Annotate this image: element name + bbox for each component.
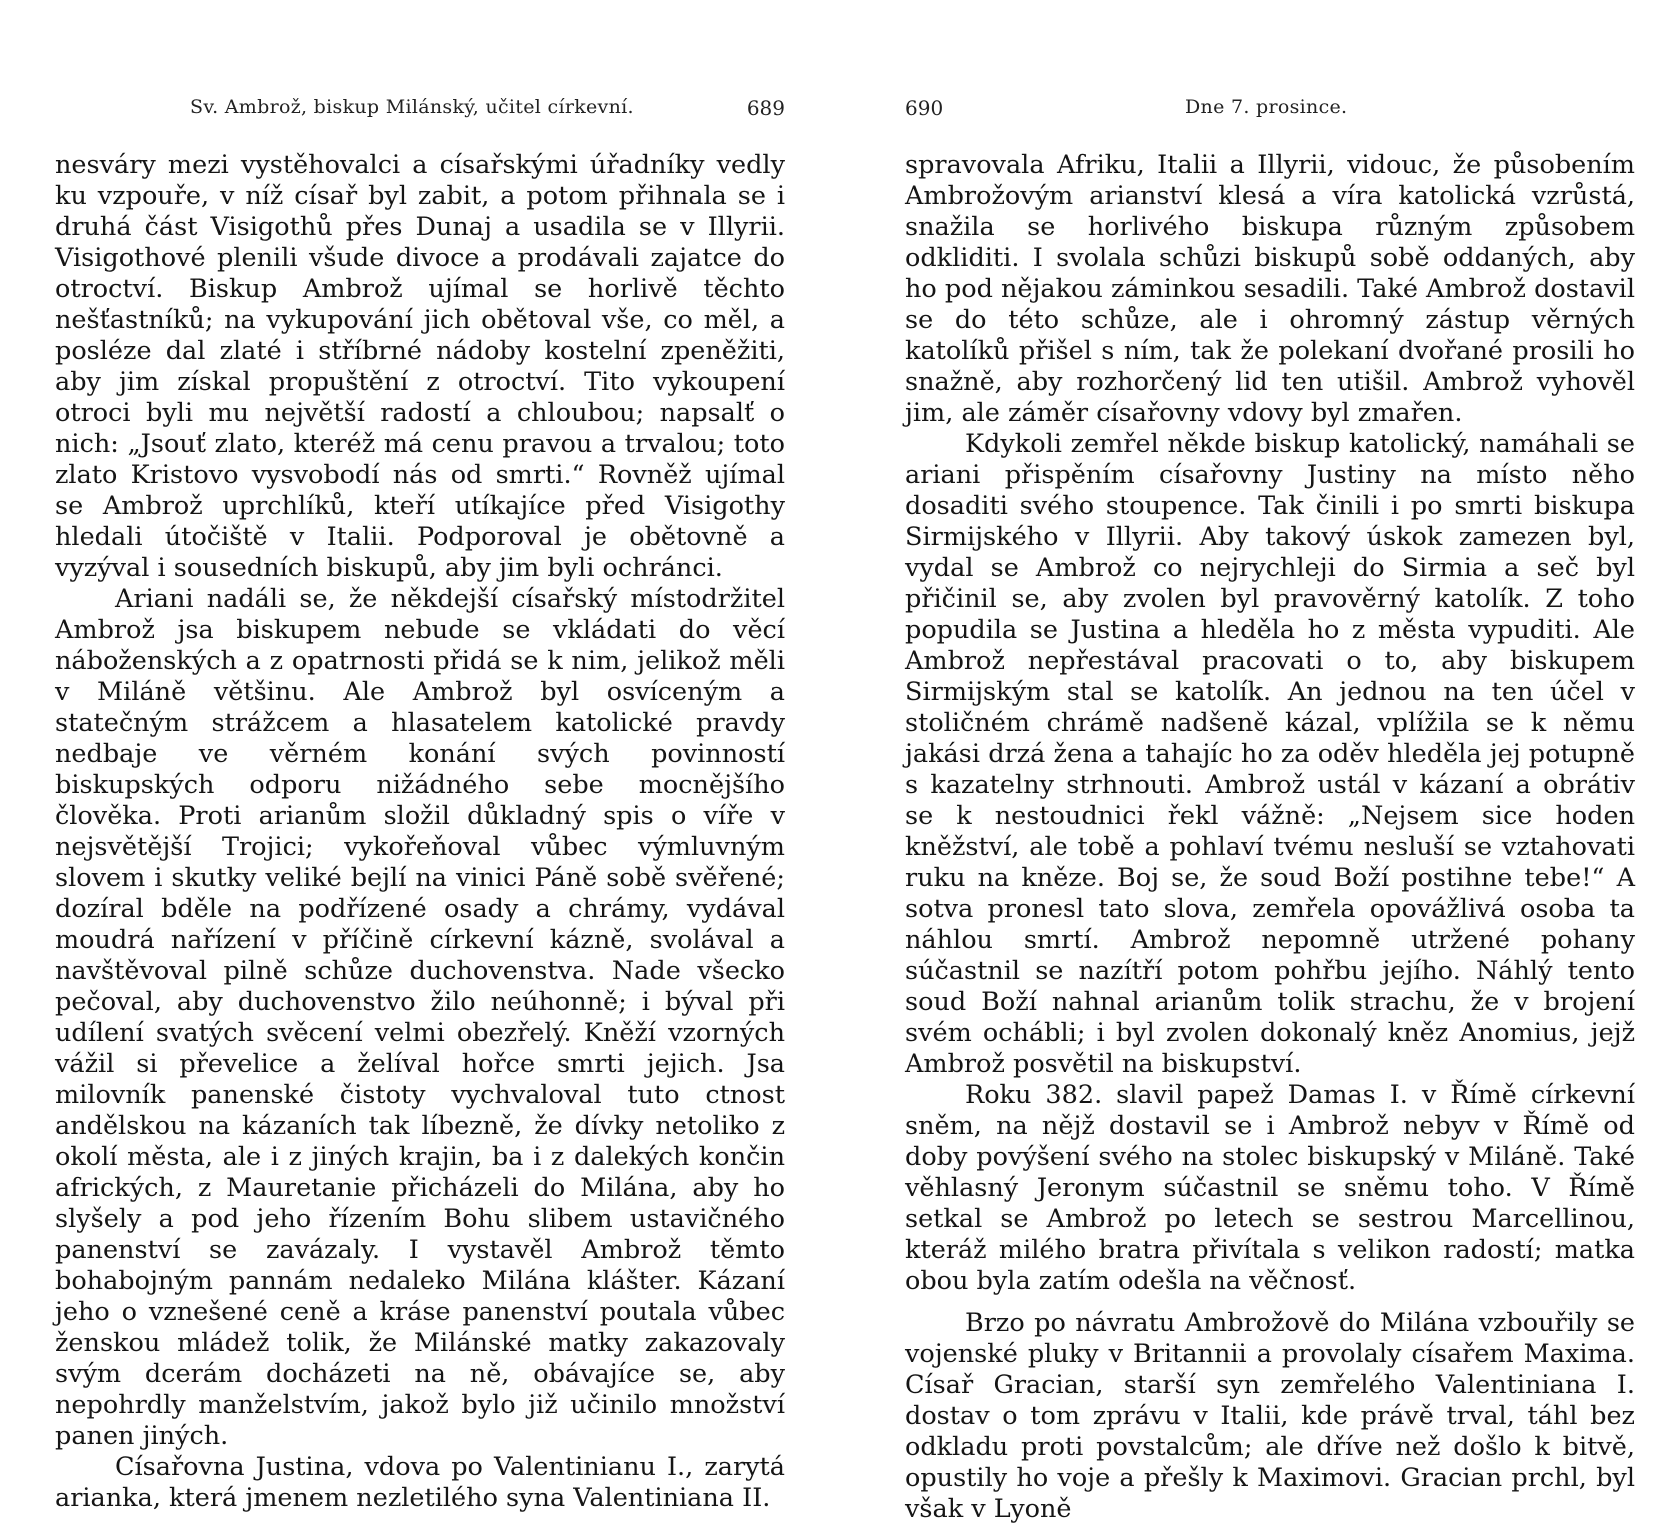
paragraph: Císařovna Justina, vdova po Valentinianu I., zarytá arianka, která jmenem nezletilého syna Valentiniana II. — [55, 1452, 785, 1513]
paragraph: Roku 382. slavil papež Damas I. v Římě církevní sněm, na nějž dostavil se i Ambrož nebyv v Římě od doby povýšení svého na stolec biskupský v Miláně. Také věhlasný Jeronym súčastnil se sněmu toho. V Římě setkal se Ambrož po letech se sestrou Marcellinou, kteráž milého bratra přivítala s velikon radostí; matka obou byla zatím odešla na věčnosť. — [905, 1080, 1635, 1296]
left-page — [55, 0, 785, 1513]
paragraph: nesváry mezi vystěhovalci a císařskými úřadníky vedly ku vzpouře, v níž císař byl zabit, a potom přihnala se i druhá část Visigothů přes Dunaj a usadila se v Illyrii. Visigothové plenili všude divoce a prodávali zajatce do otroctví. Biskup Ambrož ujímal se horlivě těchto nešťastníků; na vykupování jich obětoval vše, co měl, a posléze dal zlaté i stříbrné nádoby kostelní zpeněžiti, aby jim získal propuštění z otroctví. Tito vykoupení otroci byli mu největší radostí a chloubou; napsalť o nich: „Jsouť zlato, kteréž má cenu pravou a trvalou; toto zlato Kristovo vysvobodí nás od smrti.“ Rovněž ujímal se Ambrož uprchlíků, kteří utíkajíce před Visigothy hledali útočiště v Italii. Podporoval je obětovně a vyzýval i sousedních biskupů, aby jim byli ochránci. — [55, 150, 785, 583]
running-head: Sv. Ambrož, biskup Milánský, učitel církevní. — [190, 96, 634, 118]
right-page — [905, 0, 1635, 1524]
page-body — [55, 150, 785, 1514]
paragraph: Brzo po návratu Ambrožově do Milána vzbouřily se vojenské pluky v Britannii a provolaly císařem Maxima. Císař Gracian, starší syn zemřelého Valentiniana I. dostav o tom zprávu v Italii, kde právě trval, táhl bez odkladu proti povstalcům; ale dříve než došlo k bitvě, opustily ho voje a přešly k Maximovi. Gracian prchl, byl však v Lyoně — [905, 1308, 1635, 1524]
page-header — [55, 96, 785, 126]
page-body — [905, 150, 1635, 1525]
paragraph: Kdykoli zemřel někde biskup katolický, namáhali se ariani přispěním císařovny Justiny na místo něho dosaditi svého stoupence. Tak činili i po smrti biskupa Sirmijského v Illyrii. Aby takový úskok zamezen byl, vydal se Ambrož co nejrychleji do Sirmia a seč byl přičinil se, aby zvolen byl pravověrný katolík. Z toho popudila se Justina a hleděla ho z města vypuditi. Ale Ambrož nepřestával pracovati o to, aby biskupem Sirmijským stal se katolík. An jednou na ten účel v stoličném chrámě nadšeně kázal, vplížila se k němu jakási drzá žena a tahajíc ho za oděv hleděla jej potupně s kazatelny strhnouti. Ambrož ustál v kázaní a obrátiv se k nestoudnici řekl vážně: „Nejsem sice hoden kněžství, ale tobě a pohlaví tvému nesluší se vztahovati ruku na kněze. Boj se, že soud Boží postihne tebe!“ A sotva pronesl tato slova, zemřela opovážlivá osoba ta náhlou smrtí. Ambrož nepomně utržené pohany súčastnil se nazítří potom pohřbu jejího. Náhlý tento soud Boží nahnal arianům tolik strachu, že v brojení svém ochábli; i byl zvolen dokonalý kněz Anomius, jejž Ambrož posvětil na biskupství. — [905, 429, 1635, 1079]
paragraph: spravovala Afriku, Italii a Illyrii, vidouc, že působením Ambrožovým arianství klesá a víra katolická vzrůstá, snažila se horlivého biskupa různým způsobem odkliditi. I svolala schůzi biskupů sobě oddaných, aby ho pod nějakou záminkou sesadili. Také Ambrož dostavil se do této schůze, ale i ohromný zástup věrných katolíků přišel s ním, tak že polekaní dvořané prosili ho snažně, aby rozhorčený lid ten utišil. Ambrož vyhověl jim, ale záměr císařovny vdovy byl zmařen. — [905, 150, 1635, 428]
page-number: 689 — [746, 96, 785, 120]
page-number: 690 — [905, 96, 944, 120]
running-head: Dne 7. prosince. — [1185, 96, 1348, 118]
page-header — [905, 96, 1635, 126]
paragraph: Ariani nadáli se, že někdejší císařský místodržitel Ambrož jsa biskupem nebude se vkládati do věcí náboženských a z opatrnosti přidá se k nim, jelikož měli v Miláně většinu. Ale Ambrož byl osvíceným a statečným strážcem a hlasatelem katolické pravdy nedbaje ve věrném konání svých povinností biskupských odporu nižádného sebe mocnějšího člověka. Proti arianům složil důkladný spis o víře v nejsvětější Trojici; vykořeňoval vůbec výmluvným slovem i skutky veliké bejlí na vinici Páně sobě svěřené; dozíral bděle na podřízené osady a chrámy, vydával moudrá nařízení v příčině církevní kázně, svolával a navštěvoval pilně schůze duchovenstva. Nade všecko pečoval, aby duchovenstvo žilo neúhonně; i býval při udílení svatých svěcení velmi obezřelý. Kněží vzorných vážil si převelice a želíval hořce smrti jejich. Jsa milovník panenské čistoty vychvaloval tuto ctnost andělskou na kázaních tak líbezně, že dívky netoliko z okolí města, ale i z jiných krajin, ba i z dalekých končin afrických, z Mauretanie přicházeli do Milána, aby ho slyšely a pod jeho řízením Bohu slibem ustavičného panenství se zavázaly. I vystavěl Ambrož těmto bohabojným pannám nedaleko Milána klášter. Kázaní jeho o vznešené ceně a kráse panenství poutala vůbec ženskou mládež tolik, že Milánské matky zakazovaly svým dcerám docházeti na ně, obávajíce se, aby nepohrdly manželstvím, jakož bylo již učinilo množství panen jiných. — [55, 584, 785, 1451]
